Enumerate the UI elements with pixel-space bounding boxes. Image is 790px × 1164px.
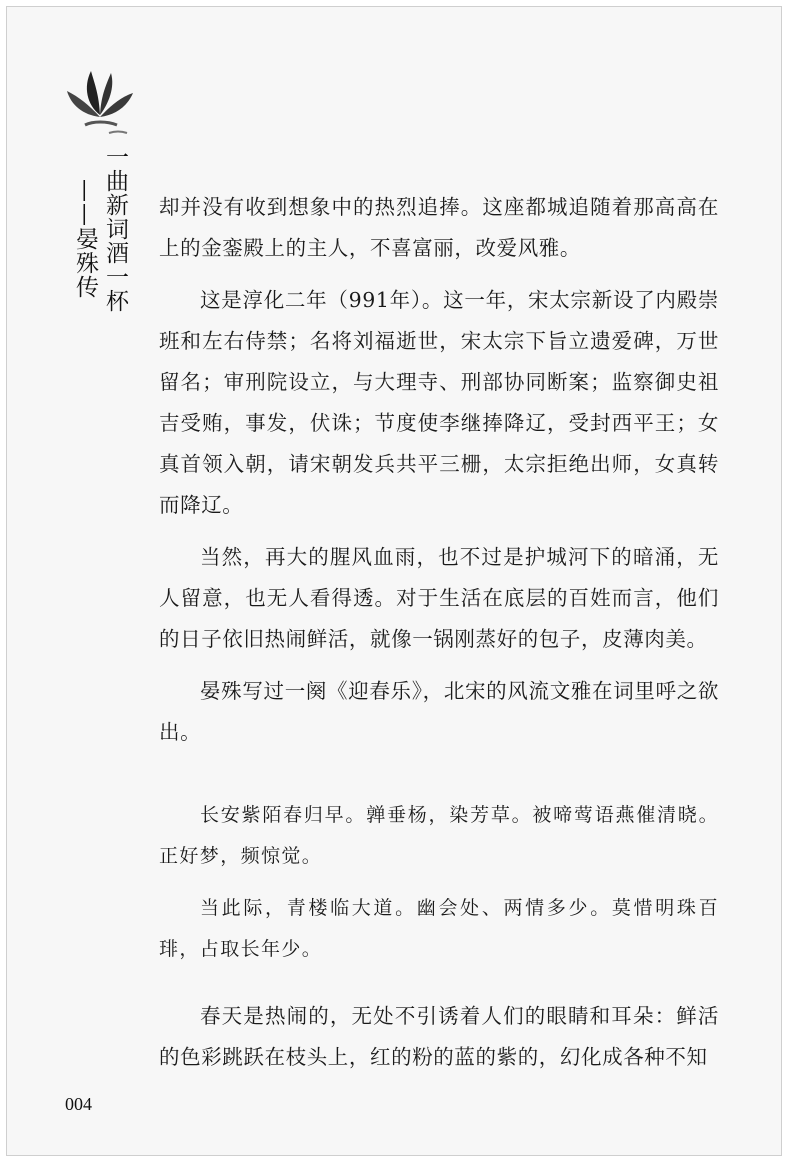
poem-stanza: 长安紫陌春归早。亸垂杨，染芳草。被啼莺语燕催清晓。正好梦，频惊觉。 — [159, 804, 719, 867]
poem-stanza: 当此际，青楼临大道。幽会处、两情多少。莫惜明珠百琲，占取长年少。 — [159, 897, 719, 960]
running-head — [71, 135, 135, 355]
body-text — [159, 187, 719, 1089]
book-subtitle: ——晏殊传 — [72, 179, 98, 299]
book-page — [6, 6, 782, 1156]
book-title: 一曲新词酒一杯 — [102, 145, 128, 313]
paragraph: 这是淳化二年（991年）。这一年，宋太宗新设了内殿崇班和左右侍禁；名将刘福逝世，宋太宗下旨立遗爱碑，万世留名；审刑院设立，与大理寺、刑部协同断案；监察御史祖吉受贿，事发，伏诛；节度使李继捧降辽，受封西平王；女真首领入朝，请宋朝发兵共平三栅，太宗拒绝出师，女真转而降辽。 — [159, 288, 719, 517]
paragraph: 却并没有收到想象中的热烈追捧。这座都城追随着那高高在上的金銮殿上的主人，不喜富丽，改爱风雅。 — [159, 195, 719, 260]
paragraph: 晏殊写过一阕《迎春乐》，北宋的风流文雅在词里呼之欲出。 — [159, 679, 719, 744]
lotus-ink-icon — [65, 65, 135, 143]
paragraph: 当然，再大的腥风血雨，也不过是护城河下的暗涌，无人留意，也无人看得透。对于生活在底层的百姓而言，他们的日子依旧热闹鲜活，就像一锅刚蒸好的包子，皮薄肉美。 — [159, 545, 719, 651]
paragraph: 春天是热闹的，无处不引诱着人们的眼睛和耳朵：鲜活的色彩跳跃在枝头上，红的粉的蓝的紫的，幻化成各种不知 — [159, 1004, 719, 1069]
page-number: 004 — [65, 1094, 92, 1114]
poem-block — [159, 795, 719, 970]
